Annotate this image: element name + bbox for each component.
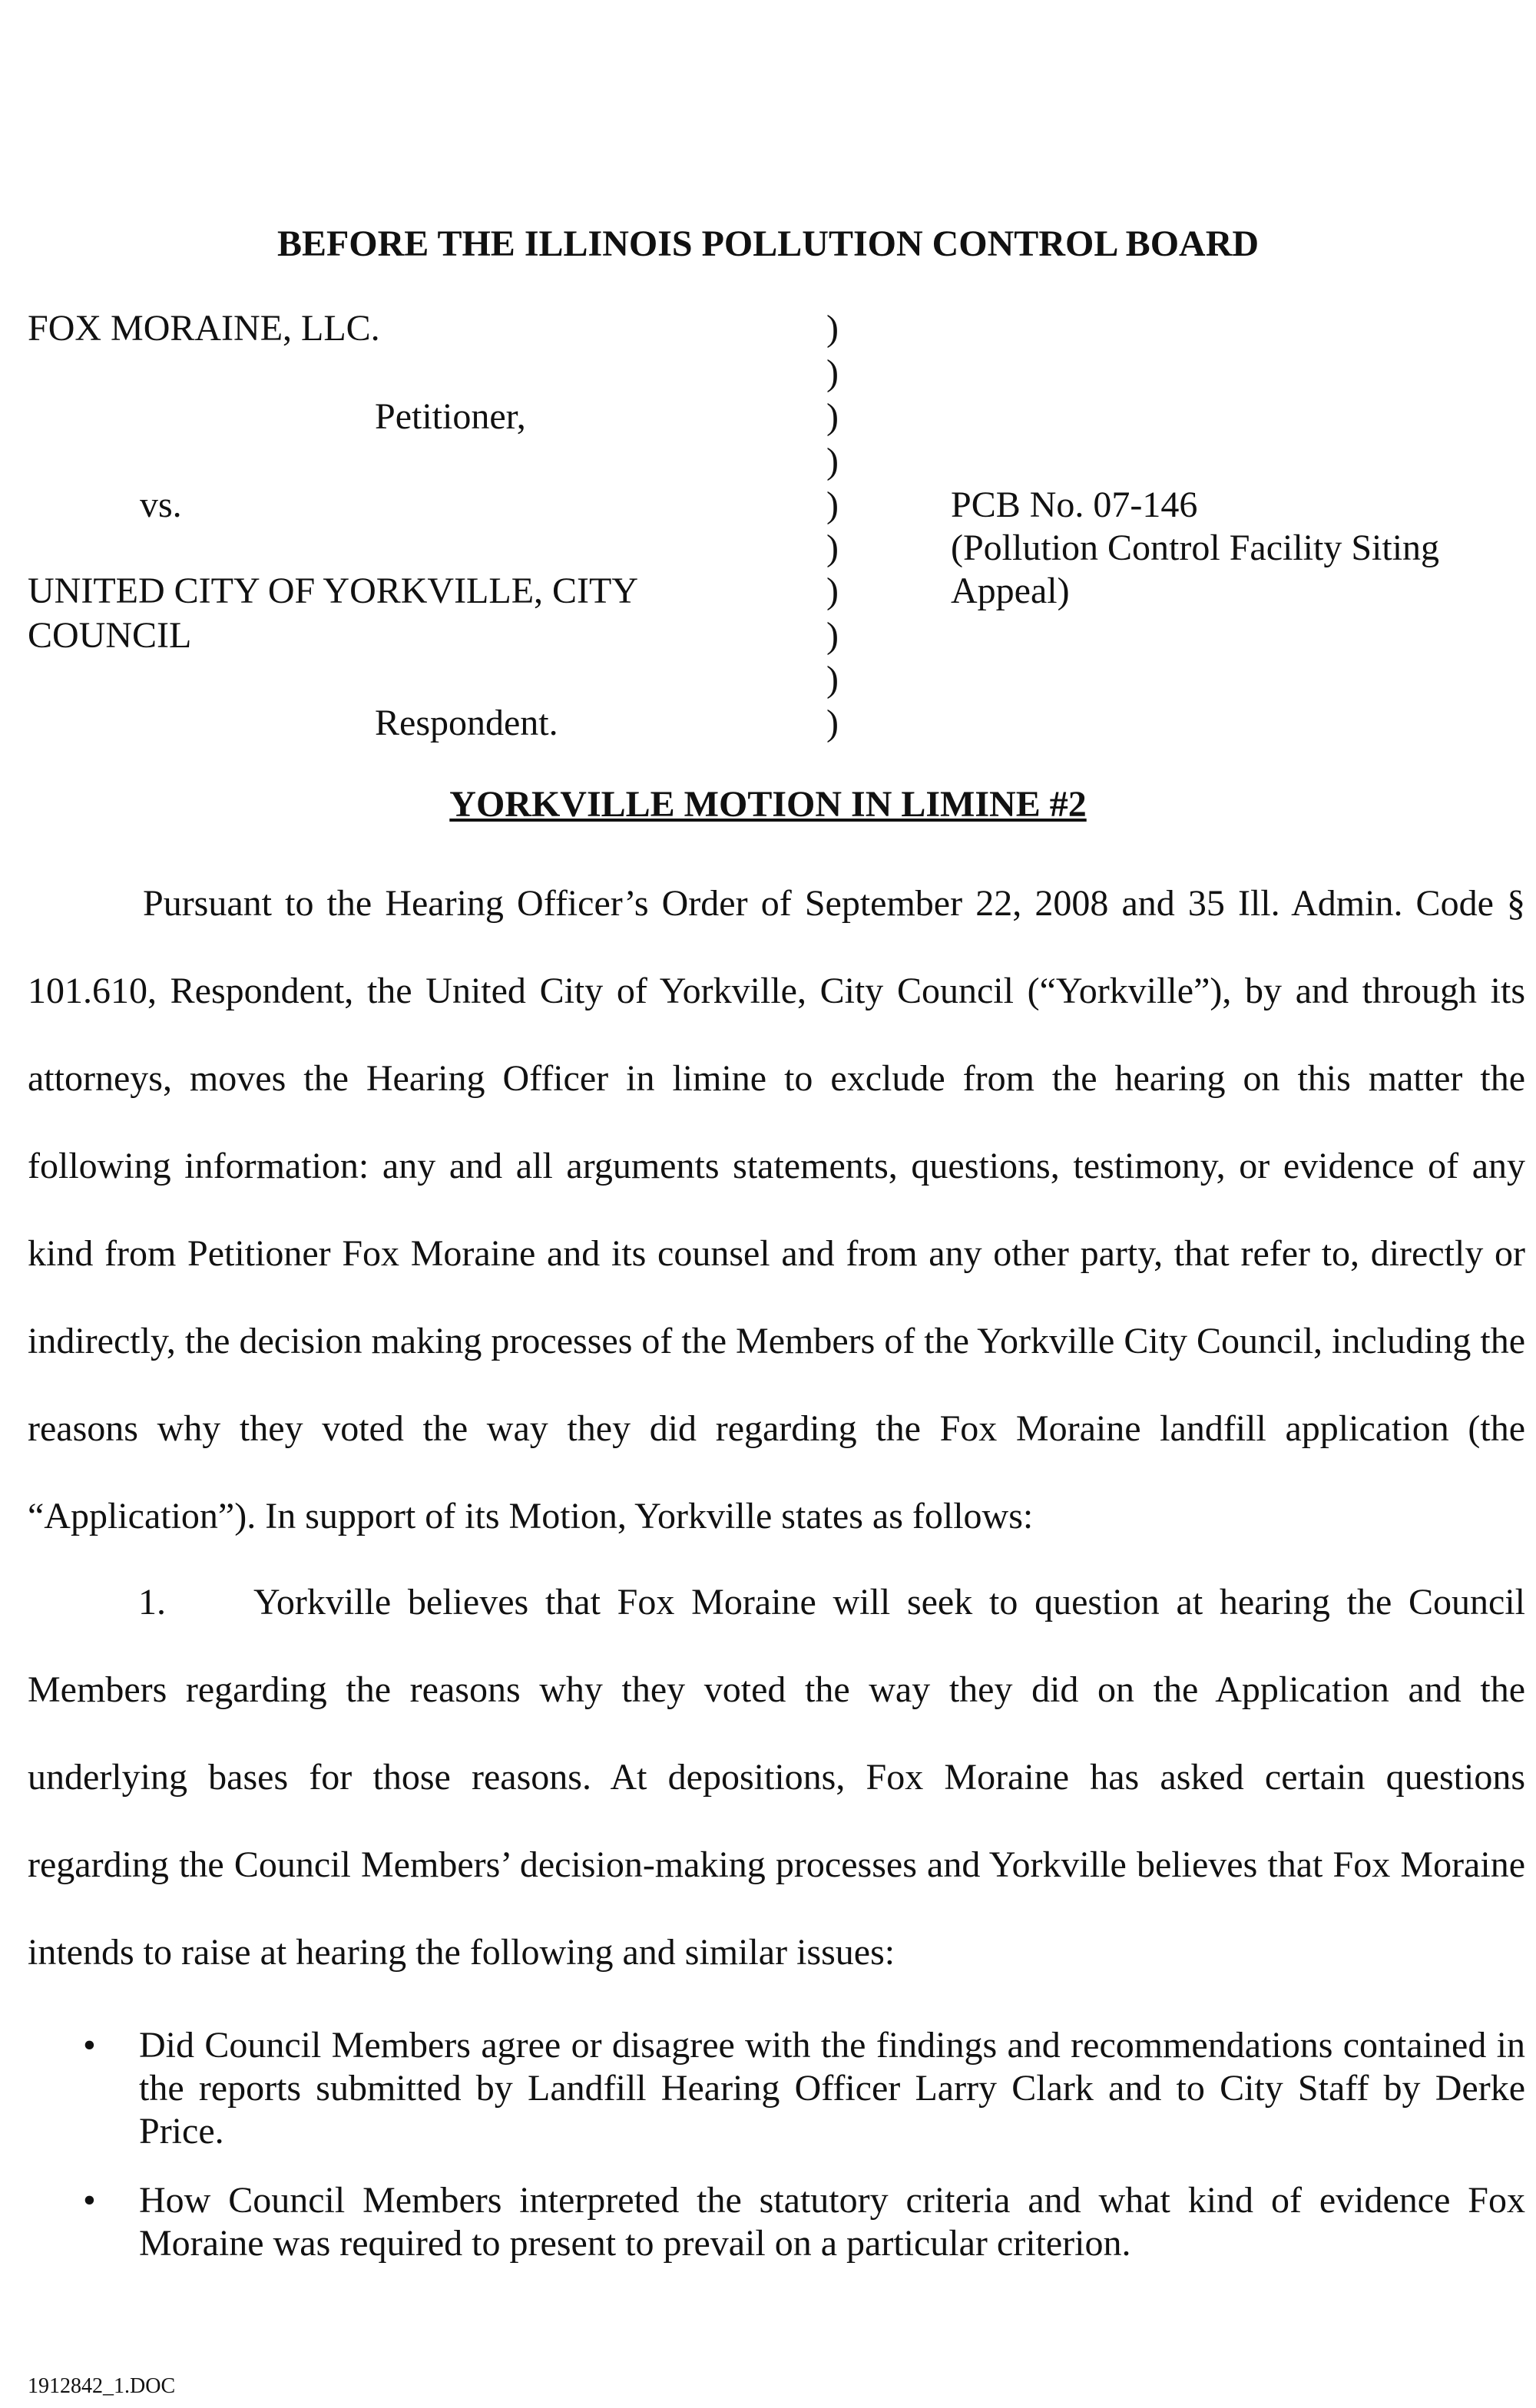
bullet-text: How Council Members interpreted the statutory criteria and what kind of evidence Fox Moraine was required to present to prevail on a particular criterion. [139,2180,1525,2264]
list-item [28,2024,1525,2153]
list-item [28,2179,1525,2265]
caption-paren: ) [826,528,839,568]
respondent-role: Respondent. [375,703,558,743]
caption-paren: ) [826,396,839,437]
caption-paren: ) [826,308,839,349]
numbered-paragraph-1 [28,1559,1525,1996]
bullet-text: Did Council Members agree or disagree with the findings and recommendations contained in the reports submitted by Landfill Hearing Officer Larry Clark and to City Staff by Derke Price. [139,2025,1525,2152]
intro-paragraph-text: Pursuant to the Hearing Officer’s Order of September 22, 2008 and 35 Ill. Admin. Code § 101.610, Respondent, the United City of Yorkville, City Council (“Yorkville”), by and through its attorneys, moves the Hearing Officer in limine to exclude from the hearing on this matter the following information: any and all arguments statements, questions, testimony, or evidence of any kind from Petitioner Fox Moraine and its counsel and from any other party, that refer to, directly or indirectly, the decision making processes of the Members of the Yorkville City Council, including the reasons why they voted the way they did regarding the Fox Moraine landfill application (the “Application”). In support of its Motion, Yorkville states as follows: [28,883,1525,1536]
court-title: BEFORE THE ILLINOIS POLLUTION CONTROL BOARD [276,223,1260,264]
case-type-line1: (Pollution Control Facility Siting [951,528,1440,568]
document-id: 1912842_1.DOC [28,2374,176,2398]
paragraph-number: 1. [138,1582,166,1622]
motion-title: YORKVILLE MOTION IN LIMINE #2 [449,784,1087,825]
caption-paren: ) [826,703,839,743]
caption-paren: ) [826,571,839,611]
versus-label: vs. [140,485,182,525]
bullet-marker: • [83,2180,96,2221]
petitioner-role: Petitioner, [375,396,526,437]
intro-paragraph [28,860,1525,1560]
caption-paren: ) [826,441,839,481]
respondent-name-line2: COUNCIL [28,615,192,656]
case-type-line2: Appeal) [951,571,1070,611]
caption-paren: ) [826,659,839,700]
respondent-name-line1: UNITED CITY OF YORKVILLE, CITY [28,571,638,611]
case-number: PCB No. 07-146 [951,485,1198,525]
issue-bullet-list [28,2024,1525,2291]
caption-paren: ) [826,615,839,656]
paragraph-1-text: Yorkville believes that Fox Moraine will seek to question at hearing the Council Members regarding the reasons why they voted the way they did on the Application and the underlying bases for those reasons. At depositions, Fox Moraine has asked certain questions regarding the Council Members’ decision-making processes and Yorkville believes that Fox Moraine intends to raise at hearing the following and similar issues: [28,1582,1525,1973]
caption-paren: ) [826,485,839,525]
petitioner-name: FOX MORAINE, LLC. [28,308,380,349]
caption-paren: ) [826,352,839,393]
bullet-marker: • [83,2025,96,2066]
